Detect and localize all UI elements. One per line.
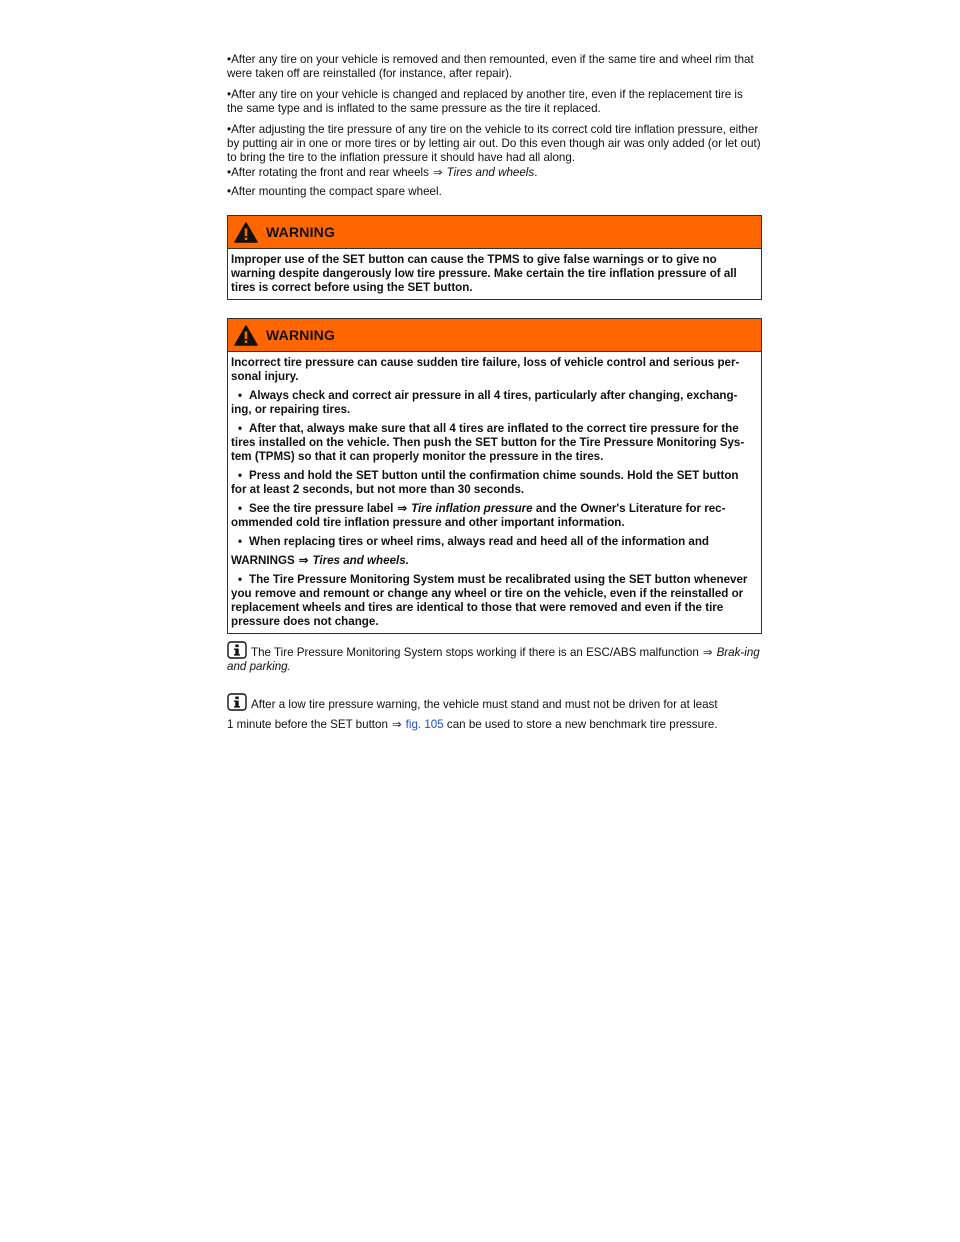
bullet-dot: • — [237, 502, 243, 515]
bullet-text: After adjusting the tire pressure of any tire on the vehicle to its correct cold tire inflation pressure, either by putting air in one or more tires or by letting air out. Do this even though air was only added (or let out) to bring the tire to the inflation pressure it should have had all along. — [227, 123, 761, 164]
arrow-icon: ⇒ — [298, 554, 309, 567]
warning-box — [227, 318, 762, 634]
warning-list-item — [231, 502, 757, 530]
info-note-icon — [227, 641, 247, 659]
note-text: 1 minute before the SET button — [227, 718, 388, 731]
bullet-dot: • — [237, 422, 243, 435]
warning-list-item — [231, 573, 757, 629]
cross-reference-link[interactable]: Tire inflation pressure — [411, 502, 533, 515]
warning-box — [227, 215, 762, 300]
bullet-text: After any tire on your vehicle is changed and replaced by another tire, even if the replacement tire is the same type and is inflated to the same pressure as the tire it replaced. — [227, 88, 743, 115]
bullet-item — [227, 166, 762, 180]
bullet-dot: • — [227, 88, 232, 101]
warning-item-text: When replacing tires or wheel rims, always read and heed all of the information and — [249, 535, 709, 548]
arrow-icon: ⇒ — [397, 502, 408, 515]
warning-item-text: Press and hold the SET button until the confirmation chime sounds. Hold the SET button for at least 2 seconds, but not more than 30 seconds. — [231, 469, 739, 496]
bullet-dot: • — [237, 573, 243, 586]
warning-item-text-end: and the Owner's Literature for rec-ommended cold tire inflation pressure and other important information. — [231, 502, 726, 529]
warning-body — [228, 352, 761, 633]
warning-list-item — [231, 469, 757, 497]
arrow-icon: ⇒ — [391, 718, 402, 731]
bullet-text: After mounting the compact spare wheel. — [231, 185, 442, 198]
bullet-dot: • — [227, 53, 232, 66]
info-note — [227, 693, 762, 732]
warning-list-item — [231, 389, 757, 417]
note-text: The Tire Pressure Monitoring System stops working if there is an ESC/ABS malfunction — [251, 646, 699, 659]
bullet-text: After any tire on your vehicle is removed and then remounted, even if the same tire and wheel rim that were taken off are reinstalled (for instance, after repair). — [227, 53, 754, 80]
warning-intro: Incorrect tire pressure can cause sudden tire failure, loss of vehicle control and serious per-sonal injury. — [231, 356, 740, 383]
warning-triangle-icon — [234, 325, 258, 346]
bullet-item — [227, 53, 762, 81]
figure-link[interactable]: fig. 105 — [405, 718, 444, 731]
info-note-icon — [227, 693, 247, 711]
note-text: After a low tire pressure warning, the vehicle must stand and must not be driven for at least — [251, 698, 718, 711]
bullet-item — [227, 88, 762, 116]
warning-list-item — [231, 535, 757, 549]
bullet-dot: • — [227, 123, 232, 136]
warnings-line — [231, 554, 757, 568]
bullet-text: After rotating the front and rear wheels — [231, 166, 429, 179]
note-text-end: can be used to store a new benchmark tire pressure. — [446, 718, 718, 731]
warning-header — [228, 319, 761, 352]
warning-body — [228, 249, 761, 299]
warning-title: WARNING — [266, 224, 336, 240]
arrow-icon: ⇒ — [702, 646, 713, 659]
arrow-icon: ⇒ — [432, 166, 443, 179]
warning-item-text: Always check and correct air pressure in all 4 tires, particularly after changing, exchang-ing, or repairing tires. — [231, 389, 738, 416]
cross-reference-link[interactable]: Brak-ing and parking. — [227, 646, 760, 673]
bullet-text-end: . — [534, 166, 538, 179]
bullet-item — [227, 185, 762, 199]
bullet-dot: • — [227, 166, 232, 179]
warning-triangle-icon — [234, 222, 258, 243]
warning-title: WARNING — [266, 327, 336, 343]
warning-item-text: See the tire pressure label — [249, 502, 394, 515]
warning-item-text: The Tire Pressure Monitoring System must be recalibrated using the SET button whenever you remove and remount or change any wheel or tire on the vehicle, even if the reinstalled or replacement wheels and tires are identical to those that were removed and even if the tire pressure does not change. — [231, 573, 748, 628]
warning-text: Improper use of the SET button can cause the TPMS to give false warnings or to give no warning despite dangerously low tire pressure. Make certain the tire inflation pressure of all tires is correct before using the SET button. — [231, 253, 737, 294]
cross-reference-link[interactable]: Tires and wheels — [446, 166, 535, 179]
warnings-label: WARNINGS — [231, 554, 295, 567]
warning-list-item — [231, 422, 757, 464]
bullet-dot: • — [227, 185, 232, 198]
bullet-item — [227, 123, 762, 165]
cross-reference-link[interactable]: Tires and wheels. — [312, 554, 409, 567]
bullet-dot: • — [237, 389, 243, 402]
warning-item-text: After that, always make sure that all 4 tires are inflated to the correct tire pressure for the tires installed on the vehicle. Then push the SET button for the Tire Pressure Monitoring Sys-tem (TPMS) so that it can properly monitor the pressure in the tires. — [231, 422, 745, 463]
warning-header — [228, 216, 761, 249]
bullet-dot: • — [237, 535, 243, 548]
info-note — [227, 641, 762, 674]
bullet-dot: • — [237, 469, 243, 482]
